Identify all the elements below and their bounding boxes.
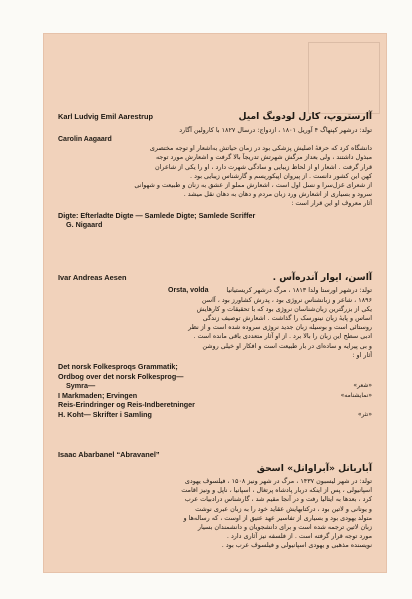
biography [58, 477, 372, 551]
biography [58, 126, 372, 209]
biography [58, 286, 372, 360]
works-line: Symra— [66, 381, 96, 391]
bio-line: آثار معروف او این قرار است : [291, 199, 372, 208]
bio-line: تولد: درشهر اورستا ولدا ۱۸۱۳ ، مرگ درشهر کریستیانیا [226, 286, 372, 294]
bio-line: یکی از بزرگترین زبان‌شناسان نروژی بود که با تحقیقات و کارهایش [196, 304, 372, 313]
works-line: H. Koht— Skrifter i Samling [58, 409, 152, 419]
bio-line: آثار او : [352, 350, 372, 359]
works-line-tagged [58, 410, 372, 420]
latin-spouse-name: Carolin Aagaard [58, 136, 112, 144]
bio-line: نویسنده مذهبی و یهودی اسپانیولی و فیلسوف عرب بود . [221, 541, 372, 550]
entry-header-fa [58, 462, 372, 475]
works-line: I Markmaden; Ervingen [58, 390, 138, 400]
entry-aesen [58, 271, 372, 420]
latin-name: Ivar Andreas Aesen [58, 273, 127, 282]
entry-abarbanel [58, 448, 372, 551]
entry-header [58, 271, 372, 284]
latin-name: Isaac Abarbanel “Abravanel” [58, 450, 160, 459]
bio-line: ادبی سطح این زبان را بالا برد . از او آثار متعددی باقی مانده است . [193, 332, 372, 341]
entry-header [58, 448, 372, 461]
genre-tag: «نثر» [357, 410, 372, 418]
bio-line: و بی پیرایه و ساده‌ای در بار طبیعت است و افکار او خیلی روشن [202, 341, 372, 350]
genre-tag: «نمایشنامه» [340, 391, 372, 399]
bio-line: زبان لاتین ترجمه شده است و برای دانشجویان و دانشمندان بسیار [197, 523, 372, 532]
bio-line: اسپانیولی ، پس از اینکه دربار پادشاه پرتغال ، اسپانیا ، ناپل و ونیز اقامت [181, 486, 372, 495]
bio-line-with-place [58, 286, 372, 296]
bio-line: اساس و پایهٔ زبان نینورسک را گذاشت . اشعارش توصیف زندگی [202, 314, 372, 322]
entry-aarestrup [58, 110, 372, 230]
latin-name: Karl Ludvig Emil Aarestrup [58, 112, 154, 121]
latin-place: Orsta, volda [168, 287, 209, 294]
entry-header [58, 110, 372, 123]
works-line: G. Nigaard [66, 220, 103, 230]
bio-line: تولد: در شهر لیسبون ۱۴۳۷ ، مرگ در شهر ونیز ۱۵۰۸ ، فیلسوف یهودی [184, 477, 372, 485]
bio-line: مورد توجه قرار گرفته است . از فلسفه نیز آثاری دارد . [226, 532, 372, 541]
bio-line: تولد: درشهر کپنهاگ ۴ آوریل ۱۸۰۱ ، ازدواج: درسال ۱۸۲۷ با کارولین آگارد [179, 126, 372, 134]
bio-line: مبذول داشتند ، ولی بعداز مرگش شهرتش تدریجاً بالا گرفت و اشعارش مورد توجه [155, 153, 372, 162]
works-list [58, 211, 372, 230]
works-line: Digte: Efterladte Digte — Samlede Digte; Samlede Scriffer [58, 210, 256, 220]
works-line-tagged [58, 381, 372, 391]
bio-line: و یونانی و لاتین بود ، درکتابهایش عقاید خود را به زبان عبری نوشت [195, 504, 372, 513]
bio-line: روستائی است و بوسیله زبان جدید نروژی سروده شده است و از نظر [188, 323, 372, 332]
bio-line: از شعرای غزل‌سرا و نسل اول است ، اشعارش مملو از عشق به زنان و طبیعت و شهوانی [134, 181, 372, 190]
bio-line: متولد یهودی بود و بسیاری از تفاسیر عهد عتیق از اوست ، که رساله‌ها و [183, 513, 372, 522]
works-line: Reis-Erindringer og Reis-Indberetninger [58, 400, 195, 410]
bio-line: قرار گرفت . اشعار او از لحاظ زیبایی و سادگی شهرت دارد ، او را یکی از شاعران [154, 162, 372, 171]
bleed-through-shadow [308, 42, 380, 114]
bio-line: سرود و بسیاری از اشعارش ورد زبان مردم و دهان به دهان نقل میشد . [183, 190, 372, 199]
bio-line: کهن این کشور دانست . از پیروان اپیکوریسم و گارشناس زیبایی بود . [190, 171, 372, 180]
works-line-tagged [58, 391, 372, 401]
persian-name: آباربانل «آبراوانل» اسحق [256, 463, 372, 474]
works-line: Ordbog over det norsk Folkesprog— [58, 371, 184, 381]
bio-line: دانشگاه کرد که حرفهٔ اصلیش پزشکی بود در زمان حیاتش به‌اشعار او توجه مختصری [149, 144, 372, 153]
works-line: Det norsk Folkesproqs Grammatik; [58, 362, 178, 372]
book-page [44, 34, 386, 572]
bio-line: ۱۸۹۶ ، شاعر و زبانشناس نروژی بود ، پدرش کشاورز بود ، آاسن [201, 295, 372, 304]
bio-line: کرد ، بعدها به ایتالیا رفت و در آنجا مقیم شد ، گارشناس درادبیات عرب [184, 495, 372, 504]
works-list [58, 362, 372, 420]
genre-tag: «شعر» [353, 382, 372, 390]
persian-name: آاسن، ایوار آندره‌آس . [272, 272, 372, 283]
persian-name: آارستروپ، کارل لودویگ امیل [238, 111, 372, 122]
